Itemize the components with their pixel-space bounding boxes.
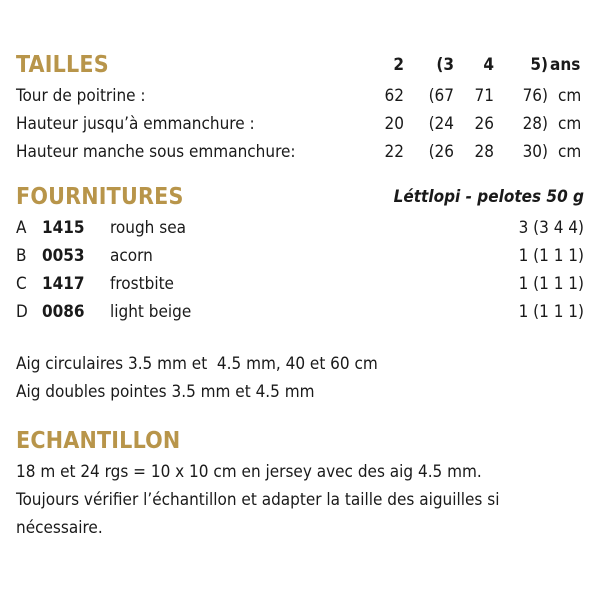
measurement-row [16, 110, 584, 138]
echantillon-title: ECHANTILLON [16, 428, 181, 454]
yarn-label: Léttlopi - pelotes 50 g [393, 187, 584, 207]
measurement-value: 20 [384, 114, 404, 134]
measurement-value: 28) [522, 114, 548, 134]
color-row [16, 298, 584, 326]
measurement-value: 76) [522, 86, 548, 106]
color-letter: A [16, 218, 27, 238]
color-code: 0086 [42, 302, 85, 322]
measurement-row [16, 138, 584, 166]
color-row [16, 270, 584, 298]
color-row [16, 242, 584, 270]
tailles-title: TAILLES [16, 52, 109, 78]
fournitures-title: FOURNITURES [16, 184, 184, 210]
color-letter: C [16, 274, 27, 294]
size-unit: ans [550, 55, 581, 75]
size-4: 4 [483, 55, 494, 75]
tailles-header [16, 48, 584, 82]
circular-needles: Aig circulaires 3.5 mm et 4.5 mm, 40 et 60 cm [16, 354, 378, 374]
measurement-value: 28 [474, 142, 494, 162]
measurement-unit: cm [558, 114, 582, 134]
color-code: 0053 [42, 246, 85, 266]
measurement-value: 62 [384, 86, 404, 106]
color-letter: D [16, 302, 28, 322]
measurement-value: 22 [384, 142, 404, 162]
color-quantity: 1 (1 1 1) [518, 302, 584, 322]
measurement-value: (24 [428, 114, 454, 134]
measurement-unit: cm [558, 142, 582, 162]
size-3: (3 [436, 55, 454, 75]
color-name: acorn [110, 246, 153, 266]
measurement-value: 30) [522, 142, 548, 162]
pattern-info-sheet [16, 48, 584, 542]
color-code: 1417 [42, 274, 85, 294]
measurement-label: Hauteur jusqu’à emmanchure : [16, 114, 255, 134]
measurement-value: (26 [428, 142, 454, 162]
dpn-needles: Aig doubles pointes 3.5 mm et 4.5 mm [16, 382, 315, 402]
color-name: frostbite [110, 274, 174, 294]
measurement-value: 71 [474, 86, 494, 106]
color-row [16, 214, 584, 242]
color-quantity: 1 (1 1 1) [518, 274, 584, 294]
color-code: 1415 [42, 218, 85, 238]
measurement-label: Hauteur manche sous emmanchure: [16, 142, 296, 162]
measurement-value: (67 [428, 86, 454, 106]
gauge-note-line1: Toujours vérifier l’échantillon et adapter la taille des aiguilles si [16, 490, 500, 510]
measurement-label: Tour de poitrine : [16, 86, 146, 106]
needles-block [16, 350, 584, 406]
color-quantity: 3 (3 4 4) [518, 218, 584, 238]
measurement-value: 26 [474, 114, 494, 134]
color-name: light beige [110, 302, 192, 322]
size-5: 5) [530, 55, 548, 75]
color-quantity: 1 (1 1 1) [518, 246, 584, 266]
gauge-note-line2: nécessaire. [16, 518, 103, 538]
color-name: rough sea [110, 218, 186, 238]
measurement-row [16, 82, 584, 110]
gauge-text: 18 m et 24 rgs = 10 x 10 cm en jersey avec des aig 4.5 mm. [16, 462, 482, 482]
measurement-unit: cm [558, 86, 582, 106]
size-2: 2 [393, 55, 404, 75]
fournitures-header [16, 180, 584, 214]
color-letter: B [16, 246, 27, 266]
